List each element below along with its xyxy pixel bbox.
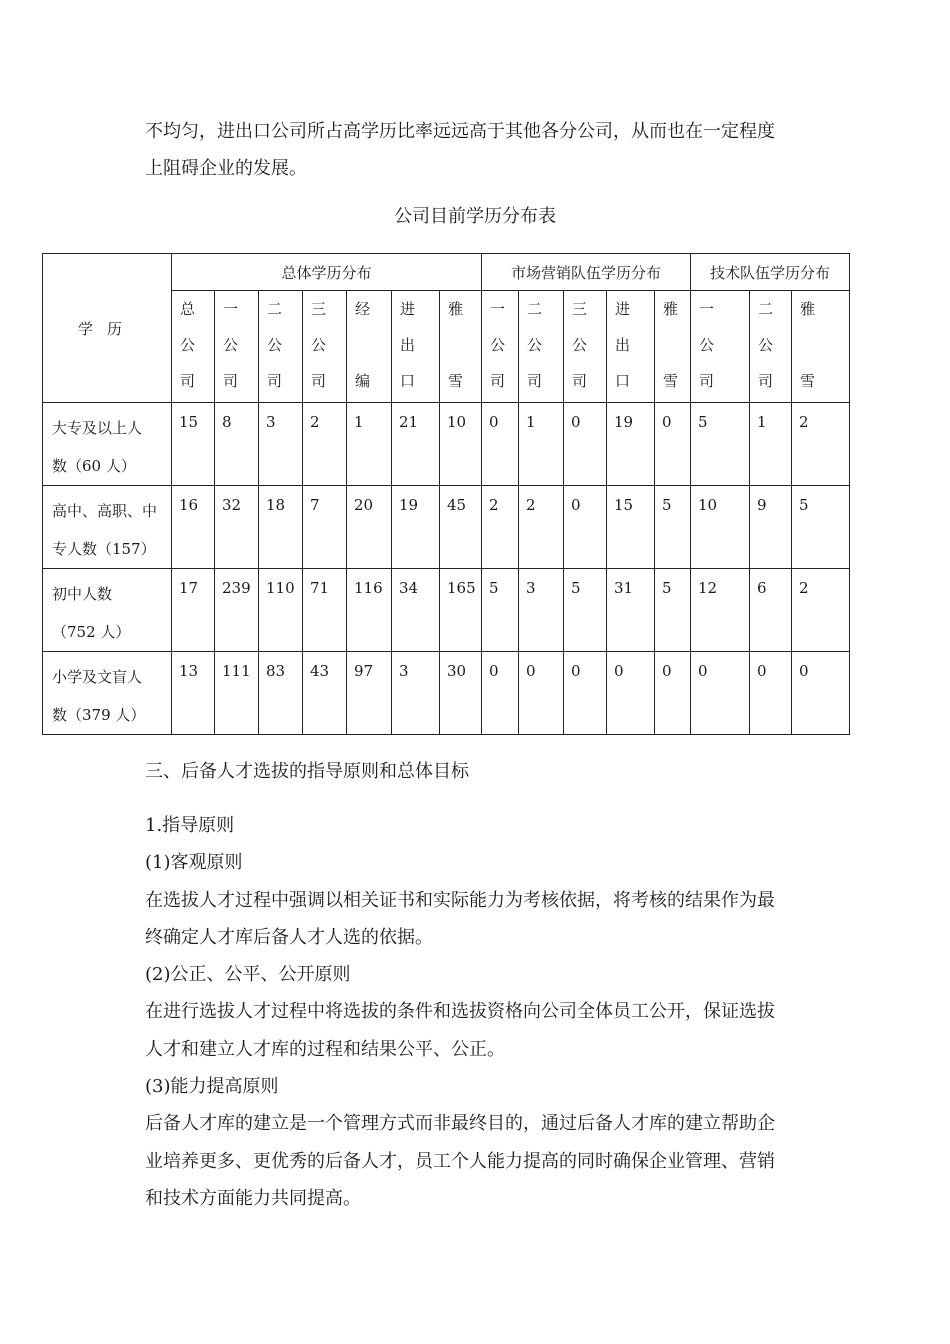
table-cell: 45 (440, 486, 482, 569)
table-cell: 3 (519, 569, 564, 652)
column-header (655, 291, 691, 403)
table-cell: 5 (482, 569, 519, 652)
column-header (607, 291, 655, 403)
table-cell: 0 (655, 652, 691, 735)
table-cell: 8 (215, 403, 259, 486)
column-header-char: 司 (180, 372, 196, 390)
section-line: 终确定人才库后备人才人选的依据。 (145, 926, 433, 948)
section-line: 后备人才库的建立是一个管理方式而非最终目的，通过后备人才库的建立帮助企 (145, 1113, 775, 1135)
column-header-char: 雪 (663, 372, 679, 390)
column-header-char: 三 (311, 300, 327, 318)
table-cell: 16 (172, 486, 215, 569)
table-cell: 32 (215, 486, 259, 569)
column-header (440, 291, 482, 403)
table-cell: 34 (392, 569, 440, 652)
column-header-char: 司 (223, 372, 239, 390)
table-cell: 13 (172, 652, 215, 735)
column-header-char: 雅 (800, 300, 816, 318)
table-corner-header: 学历 (43, 254, 172, 403)
table-cell: 3 (259, 403, 303, 486)
row-header-line: 数（379 人） (52, 706, 146, 724)
row-header (43, 403, 172, 486)
section-line: (2)公正、公平、公开原则 (145, 964, 351, 986)
column-header-char: 二 (758, 300, 774, 318)
section-title: 三、后备人才选拔的指导原则和总体目标 (145, 761, 469, 782)
column-header (259, 291, 303, 403)
column-header (564, 291, 607, 403)
row-header-line: 初中人数 (52, 585, 113, 603)
column-header-char: 编 (355, 372, 371, 390)
table-cell: 1 (750, 403, 792, 486)
table-cell: 18 (259, 486, 303, 569)
table-cell: 5 (655, 486, 691, 569)
column-header-char: 经 (355, 300, 371, 318)
table-cell: 0 (564, 403, 607, 486)
table-cell: 2 (519, 486, 564, 569)
intro-line: 上阻碍企业的发展。 (145, 158, 307, 179)
column-header-char: 雪 (448, 372, 464, 390)
table-cell: 0 (482, 403, 519, 486)
column-header-char: 进 (615, 300, 631, 318)
column-header-char: 雅 (448, 300, 464, 318)
table-cell: 7 (303, 486, 347, 569)
table-cell: 83 (259, 652, 303, 735)
column-header-char: 公 (758, 336, 774, 354)
column-header (215, 291, 259, 403)
column-header-char (663, 335, 690, 355)
column-header-char: 公 (180, 336, 196, 354)
column-header-char: 一 (223, 300, 239, 318)
group-header-marketing: 市场营销队伍学历分布 (482, 254, 691, 291)
group-header-technical: 技术队伍学历分布 (691, 254, 850, 291)
table-cell: 43 (303, 652, 347, 735)
column-header-char: 出 (615, 336, 631, 354)
column-header-char: 司 (311, 372, 327, 390)
section-line: (3)能力提高原则 (145, 1076, 279, 1098)
section-line: 在选拔人才过程中强调以相关证书和实际能力为考核依据，将考核的结果作为最 (145, 889, 775, 911)
table-cell: 19 (392, 486, 440, 569)
intro-line: 不均匀，进出口公司所占高学历比率远远高于其他各分公司，从而也在一定程度 (145, 121, 775, 142)
table-cell: 30 (440, 652, 482, 735)
column-header-char (355, 335, 391, 355)
section-line: (1)客观原则 (145, 852, 243, 874)
column-header (303, 291, 347, 403)
table-cell: 10 (440, 403, 482, 486)
column-header-char: 司 (490, 372, 506, 390)
table-cell: 239 (215, 569, 259, 652)
row-header (43, 569, 172, 652)
table-cell: 3 (392, 652, 440, 735)
row-header-line: 高中、高职、中 (52, 502, 158, 520)
table-cell: 5 (792, 486, 850, 569)
table-cell: 21 (392, 403, 440, 486)
column-header-char: 公 (223, 336, 239, 354)
table-cell: 5 (655, 569, 691, 652)
table-row (43, 403, 850, 486)
row-header-line: （752 人） (52, 623, 131, 641)
table-cell: 2 (482, 486, 519, 569)
table-cell: 5 (564, 569, 607, 652)
table-cell: 0 (607, 652, 655, 735)
row-header-line: 数（60 人） (52, 457, 136, 475)
column-header (792, 291, 850, 403)
column-header-char: 司 (572, 372, 588, 390)
section-body (145, 807, 825, 1217)
table-cell: 0 (482, 652, 519, 735)
table-cell: 20 (347, 486, 392, 569)
column-header-char: 一 (490, 300, 506, 318)
table-cell: 17 (172, 569, 215, 652)
table-cell: 0 (519, 652, 564, 735)
table-cell: 15 (172, 403, 215, 486)
column-header-char: 总 (180, 300, 196, 318)
column-header-char: 口 (400, 372, 416, 390)
table-row (43, 569, 850, 652)
table-cell: 110 (259, 569, 303, 652)
column-header (750, 291, 792, 403)
table-cell: 0 (564, 652, 607, 735)
table-cell: 2 (303, 403, 347, 486)
column-header-char: 一 (699, 300, 715, 318)
column-header-char: 公 (267, 336, 283, 354)
column-header-char: 出 (400, 336, 416, 354)
table-caption: 公司目前学历分布表 (394, 206, 556, 227)
table-cell: 1 (347, 403, 392, 486)
table-row (43, 652, 850, 735)
table-cell: 12 (691, 569, 750, 652)
table-cell: 0 (655, 403, 691, 486)
table-cell: 0 (691, 652, 750, 735)
table-cell: 10 (691, 486, 750, 569)
column-header-char: 公 (490, 336, 506, 354)
column-header (482, 291, 519, 403)
column-header (347, 291, 392, 403)
column-header (392, 291, 440, 403)
table-cell: 2 (792, 569, 850, 652)
table-cell: 5 (691, 403, 750, 486)
row-header (43, 486, 172, 569)
row-header-line: 小学及文盲人 (52, 668, 143, 686)
table-cell: 0 (564, 486, 607, 569)
column-header-char: 公 (311, 336, 327, 354)
column-header-char (448, 335, 481, 355)
column-header-char: 公 (572, 336, 588, 354)
table-cell: 71 (303, 569, 347, 652)
table-cell: 116 (347, 569, 392, 652)
column-header-char: 公 (699, 336, 715, 354)
column-header (519, 291, 564, 403)
section-line: 1.指导原则 (145, 815, 235, 836)
section-line: 在进行选拔人才过程中将选拔的条件和选拔资格向公司全体员工公开，保证选拔 (145, 1001, 775, 1023)
column-header (691, 291, 750, 403)
table-cell: 0 (750, 652, 792, 735)
table-cell: 9 (750, 486, 792, 569)
column-header-char: 进 (400, 300, 416, 318)
row-header-line: 专人数（157） (52, 540, 156, 558)
table-cell: 165 (440, 569, 482, 652)
column-header-char: 二 (267, 300, 283, 318)
table-cell: 19 (607, 403, 655, 486)
table-cell: 15 (607, 486, 655, 569)
table-cell: 1 (519, 403, 564, 486)
table-cell: 97 (347, 652, 392, 735)
column-header-char: 雪 (800, 372, 816, 390)
group-header-overall: 总体学历分布 (172, 254, 482, 291)
intro-paragraph (145, 113, 825, 187)
column-header-char: 三 (572, 300, 588, 318)
table-cell: 2 (792, 403, 850, 486)
column-header-char: 公 (527, 336, 543, 354)
table-row (43, 486, 850, 569)
table-cell: 6 (750, 569, 792, 652)
column-header-char: 司 (699, 372, 715, 390)
column-header-char: 雅 (663, 300, 679, 318)
column-header-char: 司 (527, 372, 543, 390)
section-line: 和技术方面能力共同提高。 (145, 1187, 361, 1209)
table-cell: 111 (215, 652, 259, 735)
section-line: 人才和建立人才库的过程和结果公平、公正。 (145, 1038, 505, 1060)
row-header (43, 652, 172, 735)
section-line: 业培养更多、更优秀的后备人才，员工个人能力提高的同时确保企业管理、营销 (145, 1150, 775, 1172)
column-header-char: 口 (615, 372, 631, 390)
column-header (172, 291, 215, 403)
education-distribution-table (42, 253, 850, 735)
row-header-line: 大专及以上人 (52, 419, 143, 437)
column-header-char: 司 (267, 372, 283, 390)
column-header-char: 司 (758, 372, 774, 390)
table-cell: 0 (792, 652, 850, 735)
table-cell: 31 (607, 569, 655, 652)
column-header-char (800, 335, 849, 355)
column-header-char: 二 (527, 300, 543, 318)
